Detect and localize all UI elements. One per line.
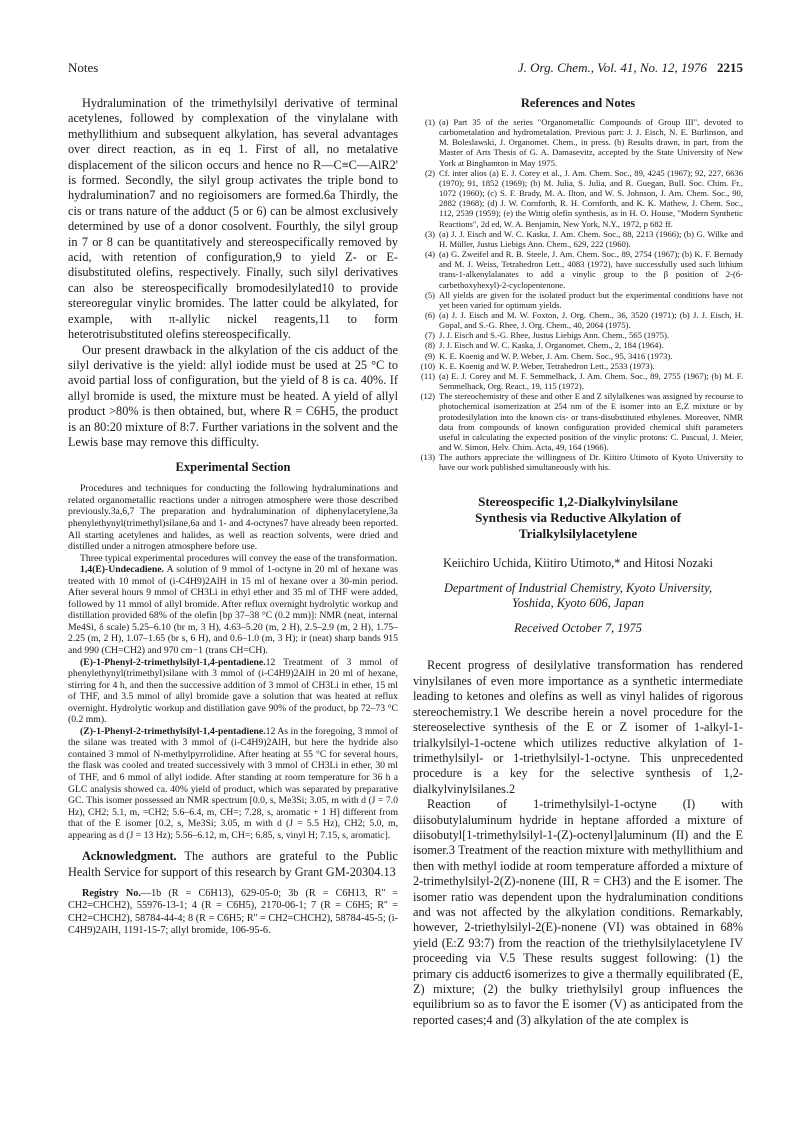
reference-number: (13)	[420, 452, 435, 463]
reference-number: (3)	[424, 228, 435, 239]
affiliation-line: Department of Industrial Chemistry, Kyoto University,	[443, 581, 713, 596]
reference-number: (8)	[424, 340, 435, 351]
acknowledgment-heading: Acknowledgment.	[82, 849, 177, 864]
experimental-paragraph: Procedures and techniques for conducting the following hydraluminations and related organometallic reactions under a nitrogen atmosphere were those described previously.3a,6,7 The preparation and hydralumination of diphenylacetylene,3a phenylethynyl(trimethyl)silane,6a and 1- and 4-octynes7 have already been reported. All starting acetylenes and halides, as well as reaction solvents, were dried and distilled under a nitrogen atmosphere before use.	[68, 483, 398, 553]
experimental-section-heading: Experimental Section	[175, 460, 291, 475]
experimental-paragraph: Three typical experimental procedures will convey the ease of the transformation.	[80, 552, 398, 564]
acknowledgment-text: The authors are grateful to the Public Health Service for support of this research by Grant GM-20304.13	[68, 849, 398, 879]
procedure-text: A solution of 9 mmol of 1-octyne in 20 ml of hexane was treated with 10 mmol of (i-C4H9)2AlH in 15 ml of hexane over a 30-min period. After several hours 9 mmol of CH3Li in ethyl ether and 35 ml of THF were added, followed by 11 mmol of allyl bromide. After reflux overnight hydrolytic workup and distillation provided 68% of the olefin [bp 37–38 °C (0.2 mm)]: NMR (neat, internal Me4Si, δ scale) 5.25–6.10 (br m, 3 H), 4.63–5.20 (m, 2 H), 2.5–2.9 (m, 2 H), 1.75–2.25 (m, 2 H), 1.07–1.65 (br s, 6 H), and 0.6–1.0 (m, 3 H); ir (neat) sharp bands 915 and 990 (CH=CH2) and 970 cm−1 (trans CH=CH).	[68, 564, 398, 656]
reference-number: (10)	[420, 360, 435, 371]
reference-text: (a) J. J. Eisch and W. C. Kaska, J. Am. Chem. Soc., 88, 2213 (1966); (b) G. Wilke and H. Müller, Justus Liebigs Ann. Chem., 629, 222 (1960).	[439, 228, 743, 249]
reference-number: (7)	[424, 330, 435, 341]
reference-number: (1)	[424, 117, 435, 127]
reference-text: (a) J. J. Eisch and M. W. Foxton, J. Org. Chem., 36, 3520 (1971); (b) J. J. Eisch, H. Gopal, and S.-G. Rhee, J. Org. Chem., 40, 2064 (1975).	[439, 309, 743, 331]
reference-number: (5)	[424, 289, 435, 300]
section-label: Notes	[68, 60, 99, 75]
body-paragraph: Hydralumination of the trimethylsilyl derivative of terminal acetylenes, followed by complexation of the vinylalane with methyllithium and subsequent alkylation, has several advantages over direct reaction, as in eq 1. First of all, no metalative displacement of the silicon occurs and hence no R—C≡C—AlR2' is formed. Secondly, the silyl group activates the triple bond to hydralumination7 and no regioisomers are formed.6a Thirdly, the cis or trans nature of the adduct (5 or 6) can be almost exclusively determined by use of a donor cosolvent. Fourthly, the silyl group in 7 or 8 can be quantitatively and stereospecifically removed by acid, with retention of configuration,9 to yield Z- or E-disubstituted olefins, respectively. Finally, such silyl derivatives can also be stereospecifically bromodesilylated10 to provide stereoregular vinylic bromides. The latter could be alkylated, for example, with π-allylic nickel reagents,11 to form heterotrisubstituted olefins stereospecifically.	[68, 96, 398, 342]
left-column	[68, 96, 398, 937]
journal-citation	[518, 60, 743, 76]
reference-number: (6)	[424, 309, 435, 320]
reference-number: (9)	[424, 350, 435, 361]
body-paragraph: Our present drawback in the alkylation of the cis adduct of the silyl derivative is the yield: allyl iodide must be used at 25 °C to avoid partial loss of configuration, but the yield of 8 is ca. 40%. If allyl bromide is used, the mixture must be heated. A yield of allyl product >80% is then obtained, but, where R = C6H5, the product is an 80:20 mixture of 8:7. Further variations in the solvent and the Lewis base may remove this difficulty.	[68, 342, 398, 449]
author-list: Keiichiro Uchida, Kiitiro Utimoto,* and Hitosi Nozaki	[443, 556, 713, 571]
procedure-text: 12 Treatment of 3 mmol of phenylethynyl(trimethyl)silane with 3 mmol of (i-C4H9)2AlH in 20 ml of hexane, stirring for 4 h, and then the successive addition of 3 mmol of CH3Li in ether, 15 ml of THF, and 3.5 mmol of allyl bromide gave a solution that was heated at reflux overnight. Hydrolytic workup and distillation gave 90% of the product, bp 72–73 °C (0.2 mm).	[68, 656, 398, 726]
affiliation-line: Yoshida, Kyoto 606, Japan	[512, 596, 644, 611]
procedure-heading: (Z)-1-Phenyl-2-trimethylsilyl-1,4-pentadiene.	[80, 725, 266, 737]
acknowledgment	[68, 849, 398, 880]
received-date: Received October 7, 1975	[514, 621, 642, 636]
reference-text: J. J. Eisch and S.-G. Rhee, Justus Liebigs Ann. Chem., 565 (1975).	[439, 330, 670, 341]
article-body	[413, 658, 743, 1028]
reference-text: Cf. inter alios (a) E. J. Corey et al., J. Am. Chem. Soc., 89, 4245 (1967); 92, 227, 6636 (1970); 91, 1852 (1969); (b) M. Julia, S. Julia, and R. Guegan, Bull. Soc. Chim. Fr., 1072 (1960); (c) S. F. Brady, M. A. Ilton, and W. S. Johnson, J. Am. Chem. Soc., 90, 2882 (1968); (d) J. W. Cornforth, R. H. Cornforth, and K. K. Mathew, J. Chem. Soc., 112, 2539 (1959); (e) the Wittig olefin synthesis, as in H. O. House, "Modern Synthetic Reactions", 2d ed, W. A. Benjamin, New York, N.Y., 1972, p 682 ff.	[439, 167, 743, 229]
procedure-text: 12 As in the foregoing, 3 mmol of the silane was treated with 3 mmol of (i-C4H9)2AlH, but here the hydride also contained 3 mmol of N-methylpyrrolidine. After heating at 55 °C for several hours, the flask was cooled and treated successively with 3 mmol of CH3Li in ether, 30 ml of THF, and 6 mmol of allyl iodide. After standing at room temperature for 36 h a GLC analysis showed ca. 40% yield of product, which was separated by preparative GC. This isomer possessed an NMR spectrum [0.0, s, Me3Si; 3.05, m with d (J = 7.0 Hz), CH2; 5.1, m, =CH2; 5.6–6.4, m, CH=; 7.28, s, aromatic + 1 H] different from that of the E isomer [0.2, s, Me3Si; 3.05, m with d (J = 5.5 Hz), CH2; 5.0, m, appearing as d (J = 13 Hz); 5.56–6.12, m, CH=; 6.85, s, vinyl H; 7.15, s, aromatic].	[68, 725, 398, 841]
reference-text: The stereochemistry of these and other E and Z silylalkenes was assigned by recourse to photochemical isomerization at 254 nm of the E isomer into an E,Z mixture or by protodesilylation into the known cis- or trans-disubstituted ethylenes. Moreover, NMR data from compounds of known configuration provided chemical shift parameters useful in calculating the expected position of the vinylic protons: C. Pascual, J. Meier, and W. Simon, Helv. Chim. Acta, 49, 164 (1966).	[439, 391, 743, 452]
page-number: 2215	[717, 60, 743, 75]
reference-item	[413, 168, 743, 229]
reference-text: The authors appreciate the willingness of Dr. Kiitiro Utimoto of Kyoto University to have our work published simultaneously with his.	[439, 452, 743, 473]
reference-item	[413, 340, 743, 350]
reference-text: K. E. Koenig and W. P. Weber, J. Am. Chem. Soc., 95, 3416 (1973).	[439, 350, 673, 361]
body-paragraph: Reaction of 1-trimethylsilyl-1-octyne (I) with diisobutylaluminum hydride in heptane afforded a mixture of diisobutyl[1-trimethylsilyl-1-(Z)-octenyl]aluminum (II) and the E isomer.3 Treatment of the reaction mixture with methyllithium and then with methyl iodide at room temperature afforded a mixture of 2-trimethylsilyl-2(Z)-nonene (III, R = CH3) and the E isomer. The isomer ratio was dependent upon the hydralumination conditions and was not affected by the alkylation conditions. Remarkably, however, 2-triethylsilyl-2(E)-nonene (VI) was obtained in 68% yield (E:Z 93:7) from the reaction of the triethylsilylacetylene IV proceeding via V.5 These results suggest following: (1) the primary cis adduct6 isomerizes to give a thermally equilibrated (E, Z) mixture; (2) the bulky triethylsilyl group influences the equilibrium so as to favor the E isomer (V) as anticipated from the reported cases;4 and (3) alkylation of the ate complex is	[413, 797, 743, 1027]
experimental-paragraph	[68, 657, 398, 726]
affiliation	[413, 581, 743, 611]
reference-text: (a) E. J. Corey and M. F. Semmelhack, J. Am. Chem. Soc., 89, 2755 (1967); (b) M. F. Semmelhack, Org. React., 19, 115 (1972).	[439, 370, 743, 392]
registry-text: —1b (R = C6H13), 629-05-0; 3b (R = C6H13, R'' = CH2=CHCH2), 55976-13-1; 4 (R = C6H5), 2170-06-1; 7 (R = C6H5; R'' = CH2=CHCH2), 58784-44-4; 8 (R = C6H5; R'' = CH2=CHCH2), 58784-45-5; (i-C4H9)2AlH, 1191-15-7; allyl bromide, 106-95-6.	[68, 888, 398, 936]
right-column	[413, 96, 743, 1028]
title-line: Stereospecific 1,2-Dialkylvinylsilane	[478, 494, 678, 510]
reference-number: (12)	[420, 391, 435, 402]
article-title	[413, 494, 743, 542]
running-header	[68, 60, 743, 80]
journal-name: J. Org. Chem., Vol. 41, No. 12, 1976	[517, 60, 707, 75]
procedure-heading: (E)-1-Phenyl-2-trimethylsilyl-1,4-pentadiene.	[80, 656, 266, 668]
experimental-paragraph	[68, 564, 398, 656]
reference-item	[413, 391, 743, 452]
title-line: Synthesis via Reductive Alkylation of	[475, 510, 681, 526]
references-heading: References and Notes	[520, 96, 636, 110]
reference-item	[413, 249, 743, 290]
reference-item	[413, 361, 743, 371]
reference-item	[413, 117, 743, 168]
reference-text: All yields are given for the isolated product but the experimental conditions have not yet been varied for optimum yields.	[439, 289, 743, 310]
reference-text: J. J. Eisch and W. C. Kaska, J. Organomet. Chem., 2, 184 (1964).	[439, 340, 664, 351]
reference-text: K. E. Koenig and W. P. Weber, Tetrahedron Lett., 2533 (1973).	[439, 360, 655, 371]
reference-text: (a) G. Zweifel and R. B. Steele, J. Am. Chem. Soc., 89, 2754 (1967); (b) K. F. Bernady and M. J. Weiss, Tetrahedron Lett., 4083 (1972), have successfully used such lithium trans-1-alkenylalanates to add a vinylic group to the β position of 2-(6-carbethoxyhexyl)-2-cyclopentenone.	[439, 249, 743, 290]
procedure-heading: 1,4(E)-Undecadiene.	[80, 564, 164, 576]
references-list	[413, 117, 743, 472]
reference-text: (a) Part 35 of the series "Organometallic Compounds of Group III", devoted to carbometalation and hydrometalation. Previous part: J. J. Eisch, N. E. Burlinson, and M. Boleslawski, J. Organomet. Chem., in press. (b) Results drawn, in part, from the Master of Arts Thesis of G. A. Damasevitz, accepted by the State University of New York at Binghamton in May 1975.	[439, 117, 743, 168]
reference-number: (2)	[424, 167, 435, 178]
registry-heading: Registry No.	[82, 888, 141, 900]
reference-item	[413, 351, 743, 361]
reference-number: (4)	[424, 249, 435, 260]
body-paragraph: Recent progress of desilylative transformation has rendered vinylsilanes of even more importance as a synthetic intermediate leading to ketones and olefins as well as vinyl halides of rigorous stereochemistry.1 We describe herein a novel procedure for the stereoselective synthesis of the E or Z isomer of 1-alkyl-1-trialkylsilyl-1-octene which utilizes reductive alkylation of 1-trimethylsilyl- or 1-triethylsilyl-1-octyne. This unprecedented procedure is a key for the selective synthesis of 1,2-dialkylvinylsilanes.2	[413, 658, 743, 796]
reference-item	[413, 371, 743, 391]
experimental-paragraph	[68, 726, 398, 841]
reference-item	[413, 229, 743, 249]
reference-number: (11)	[421, 370, 435, 381]
title-line: Trialkylsilylacetylene	[518, 526, 638, 542]
reference-item	[413, 290, 743, 310]
registry-numbers	[68, 888, 398, 937]
reference-item	[413, 310, 743, 330]
reference-item	[413, 452, 743, 472]
reference-item	[413, 330, 743, 340]
